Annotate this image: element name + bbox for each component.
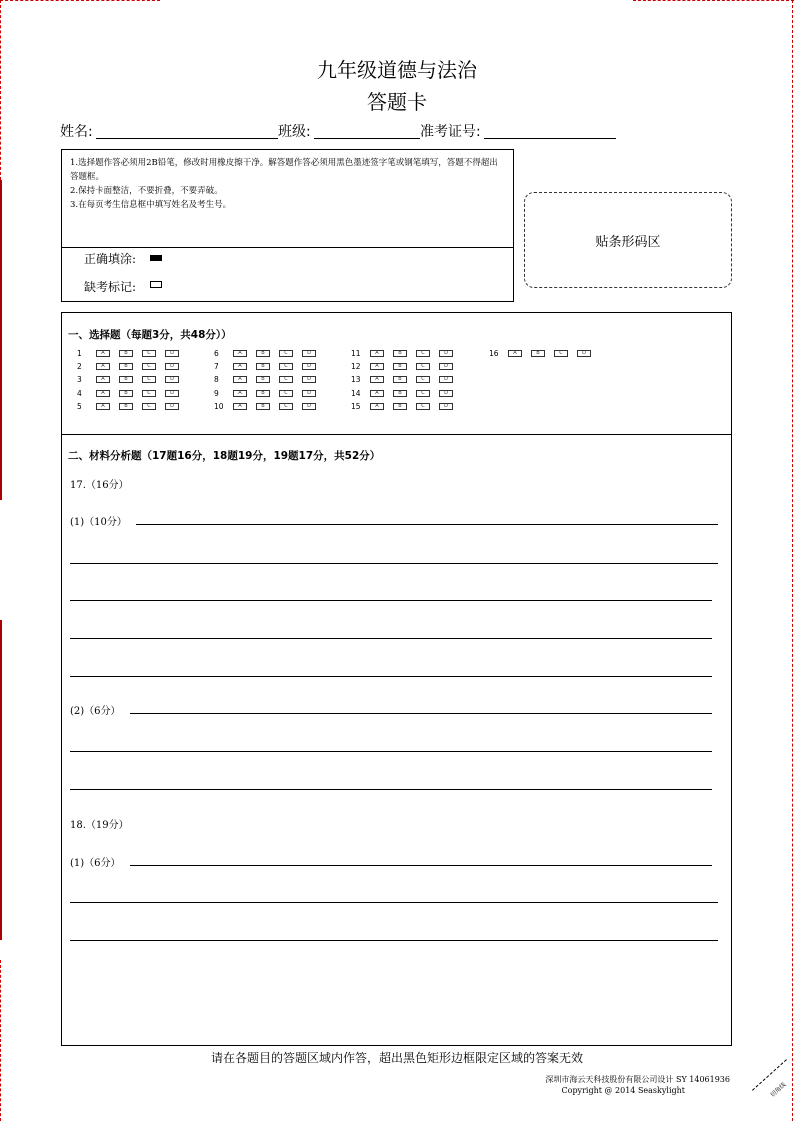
crop-mark-top-right: [633, 0, 794, 1]
answer-bubble-b[interactable]: B: [119, 363, 133, 370]
answer-bubble-d[interactable]: D: [302, 403, 316, 410]
class-label: 班级:: [278, 124, 311, 140]
crop-mark-top-left: [0, 0, 160, 1]
answer-bubble-a[interactable]: A: [233, 390, 247, 397]
answer-line[interactable]: [70, 563, 718, 564]
correct-fill-label: 正确填涂:: [84, 252, 137, 266]
answer-bubble-a[interactable]: A: [370, 390, 384, 397]
edge-dash-right: [792, 0, 793, 1121]
answer-bubble-d[interactable]: D: [439, 390, 453, 397]
answer-line[interactable]: [136, 524, 718, 525]
notice-item: 1.选择题作答必须用2B铅笔，修改时用橡皮擦干净。解答题作答必须用黑色墨迹签字笔或钢笔填写，答题不得超出答题框。: [70, 158, 498, 182]
answer-line[interactable]: [70, 600, 712, 601]
page-subtitle: 答题卡: [367, 90, 427, 114]
question-18-1-label: (1)（6分）: [70, 858, 121, 869]
exam-no-field[interactable]: [484, 138, 616, 139]
answer-bubble-c[interactable]: C: [416, 390, 430, 397]
answer-bubble-b[interactable]: B: [256, 390, 270, 397]
name-label: 姓名:: [60, 124, 93, 140]
answer-line[interactable]: [130, 865, 712, 866]
question-number: 1: [77, 349, 82, 358]
answer-bubble-c[interactable]: C: [279, 363, 293, 370]
correct-fill-sample: [150, 255, 162, 261]
answer-bubble-b[interactable]: B: [119, 390, 133, 397]
answer-line[interactable]: [130, 713, 712, 714]
question-number: 11: [351, 349, 361, 358]
section2-title: 二、材料分析题（17题16分，18题19分，19题17分，共52分）: [68, 450, 381, 462]
answer-bubble-a[interactable]: A: [96, 403, 110, 410]
answer-bubble-b[interactable]: B: [393, 350, 407, 357]
name-field[interactable]: [96, 138, 278, 139]
question-number: 5: [77, 402, 82, 411]
answer-bubble-b[interactable]: B: [393, 363, 407, 370]
answer-line[interactable]: [70, 751, 712, 752]
answer-bubble-c[interactable]: C: [416, 376, 430, 383]
class-field[interactable]: [314, 138, 420, 139]
answer-bubble-c[interactable]: C: [279, 376, 293, 383]
question-17-1-label: (1)（10分）: [70, 517, 127, 528]
section1-title: 一、选择题（每题3分，共48分））: [68, 329, 232, 341]
answer-bubble-a[interactable]: A: [96, 376, 110, 383]
answer-bubble-c[interactable]: C: [142, 363, 156, 370]
answer-bubble-c[interactable]: C: [279, 390, 293, 397]
answer-bubble-b[interactable]: B: [393, 390, 407, 397]
answer-bubble-c[interactable]: C: [416, 363, 430, 370]
answer-bubble-b[interactable]: B: [256, 363, 270, 370]
answer-bubble-d[interactable]: D: [439, 363, 453, 370]
designer-credit: 深圳市海云天科技股份有限公司设计 SY 14061936: [545, 1075, 730, 1084]
absent-mark-box[interactable]: [150, 281, 162, 288]
notice-item: 2.保持卡面整洁，不要折叠，不要弄破。: [70, 186, 223, 196]
answer-bubble-b[interactable]: B: [256, 350, 270, 357]
question-number: 6: [214, 349, 219, 358]
answer-bubble-a[interactable]: A: [233, 363, 247, 370]
answer-line[interactable]: [70, 638, 712, 639]
corner-cut-label: 切角线: [769, 1081, 788, 1099]
answer-bubble-b[interactable]: B: [393, 376, 407, 383]
answer-bubble-d[interactable]: D: [165, 363, 179, 370]
answer-bubble-a[interactable]: A: [233, 376, 247, 383]
copyright: Copyright @ 2014 Seaskylight: [561, 1086, 685, 1095]
answer-bubble-d[interactable]: D: [302, 390, 316, 397]
answer-bubble-d[interactable]: D: [439, 376, 453, 383]
answer-bubble-b[interactable]: B: [119, 403, 133, 410]
answer-bubble-d[interactable]: D: [302, 363, 316, 370]
answer-bubble-a[interactable]: A: [96, 350, 110, 357]
question-number: 16: [489, 349, 499, 358]
answer-bubble-d[interactable]: D: [439, 350, 453, 357]
answer-bubble-b[interactable]: B: [119, 350, 133, 357]
page-title: 九年级道德与法治: [317, 58, 477, 82]
answer-bubble-a[interactable]: A: [370, 363, 384, 370]
answer-bubble-c[interactable]: C: [142, 350, 156, 357]
analysis-section: [61, 434, 732, 1046]
notice-item: 3.在每页考生信息框中填写姓名及考生号。: [70, 200, 232, 210]
question-17-2-label: (2)（6分）: [70, 706, 121, 717]
answer-bubble-d[interactable]: D: [165, 350, 179, 357]
answer-bubble-d[interactable]: D: [165, 376, 179, 383]
answer-line[interactable]: [70, 940, 718, 941]
answer-line[interactable]: [70, 902, 718, 903]
answer-bubble-b[interactable]: B: [531, 350, 545, 357]
answer-bubble-a[interactable]: A: [370, 403, 384, 410]
question-18-label: 18.（19分）: [70, 820, 129, 831]
answer-bubble-d[interactable]: D: [302, 376, 316, 383]
answer-bubble-b[interactable]: B: [119, 376, 133, 383]
notice-divider: [61, 247, 514, 248]
answer-bubble-b[interactable]: B: [393, 403, 407, 410]
answer-bubble-c[interactable]: C: [279, 350, 293, 357]
question-number: 2: [77, 362, 82, 371]
answer-bubble-d[interactable]: D: [165, 390, 179, 397]
question-number: 13: [351, 375, 361, 384]
answer-bubble-c[interactable]: C: [279, 403, 293, 410]
edge-mark-left-1: [0, 180, 2, 500]
edge-dash-left-2: [0, 960, 1, 1121]
answer-bubble-a[interactable]: A: [508, 350, 522, 357]
question-number: 3: [77, 375, 82, 384]
answer-bubble-b[interactable]: B: [256, 376, 270, 383]
barcode-label: 贴条形码区: [595, 234, 661, 250]
answer-bubble-c[interactable]: C: [416, 403, 430, 410]
answer-bubble-a[interactable]: A: [370, 376, 384, 383]
answer-bubble-a[interactable]: A: [233, 403, 247, 410]
answer-bubble-d[interactable]: D: [302, 350, 316, 357]
exam-no-label: 准考证号:: [420, 124, 481, 140]
barcode-area: [524, 192, 732, 288]
answer-bubble-a[interactable]: A: [370, 350, 384, 357]
question-number: 10: [214, 402, 224, 411]
question-number: 15: [351, 402, 361, 411]
answer-bubble-c[interactable]: C: [142, 390, 156, 397]
question-number: 9: [214, 389, 219, 398]
question-number: 14: [351, 389, 361, 398]
question-17-label: 17.（16分）: [70, 480, 129, 491]
answer-line[interactable]: [70, 789, 712, 790]
question-number: 12: [351, 362, 361, 371]
answer-bubble-d[interactable]: D: [439, 403, 453, 410]
question-number: 7: [214, 362, 219, 371]
answer-bubble-a[interactable]: A: [96, 363, 110, 370]
absent-mark-label: 缺考标记:: [84, 280, 137, 294]
answer-bubble-c[interactable]: C: [554, 350, 568, 357]
answer-bubble-b[interactable]: B: [256, 403, 270, 410]
answer-bubble-d[interactable]: D: [165, 403, 179, 410]
answer-bubble-a[interactable]: A: [233, 350, 247, 357]
edge-mark-left-2: [0, 620, 2, 940]
answer-bubble-c[interactable]: C: [142, 376, 156, 383]
notice-text: [62, 150, 512, 218]
answer-bubble-c[interactable]: C: [142, 403, 156, 410]
question-number: 4: [77, 389, 82, 398]
question-number: 8: [214, 375, 219, 384]
answer-bubble-d[interactable]: D: [577, 350, 591, 357]
footer-note: 请在各题目的答题区域内作答，超出黑色矩形边框限定区域的答案无效: [210, 1051, 583, 1065]
answer-bubble-c[interactable]: C: [416, 350, 430, 357]
answer-bubble-a[interactable]: A: [96, 390, 110, 397]
answer-line[interactable]: [70, 676, 712, 677]
